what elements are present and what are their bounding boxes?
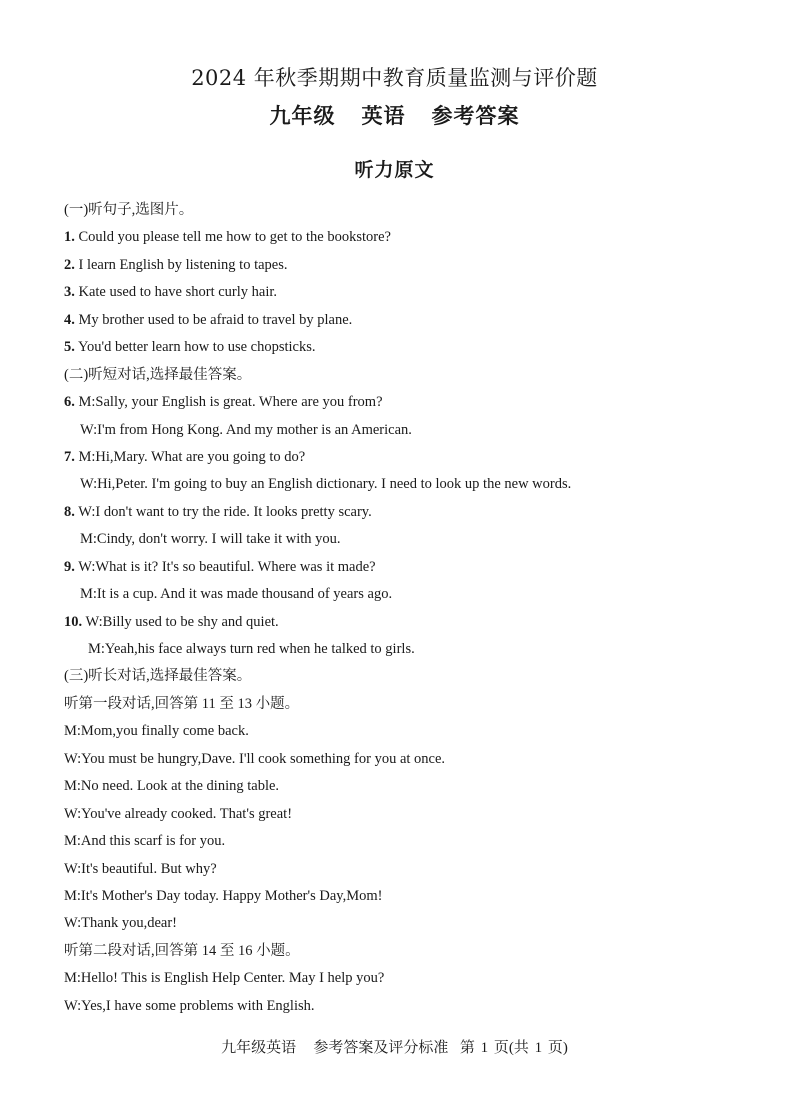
page-footer bbox=[0, 1036, 789, 1057]
transcript-line: M:No need. Look at the dining table. bbox=[64, 778, 280, 795]
subtitle-doc: 参考答案 bbox=[431, 103, 520, 128]
transcript-line: 5. You'd better learn how to use chopsticks. bbox=[64, 339, 316, 356]
transcript-line: M:Yeah,his face always turn red when he talked to girls. bbox=[88, 641, 415, 657]
transcript-line: M:It is a cup. And it was made thousand of years ago. bbox=[80, 586, 393, 603]
transcript-line: W:I'm from Hong Kong. And my mother is an American. bbox=[80, 421, 412, 438]
transcript-line: (三)听长对话,选择最佳答案。 bbox=[64, 668, 252, 685]
transcript-line: M:Mom,you finally come back. bbox=[64, 723, 249, 740]
transcript-line: M:It's Mother's Day today. Happy Mother's Day,Mom! bbox=[64, 887, 383, 904]
transcript-line: 听第一段对话,回答第 11 至 13 小题。 bbox=[64, 695, 300, 712]
transcript-line: W:Yes,I have some problems with English. bbox=[64, 997, 315, 1014]
section-heading: 听力原文 bbox=[354, 159, 435, 181]
transcript-line: W:You must be hungry,Dave. I'll cook something for you at once. bbox=[64, 750, 446, 767]
transcript-line: 1. Could you please tell me how to get to the bookstore? bbox=[64, 229, 391, 246]
transcript-line: W:It's beautiful. But why? bbox=[64, 860, 217, 877]
transcript-line: W:Thank you,dear! bbox=[64, 915, 177, 932]
transcript-line: 听第二段对话,回答第 14 至 16 小题。 bbox=[64, 942, 300, 959]
transcript-line: M:And this scarf is for you. bbox=[64, 833, 226, 850]
subtitle-grade: 九年级 bbox=[269, 103, 336, 128]
footer-subject: 九年级英语 bbox=[221, 1040, 297, 1056]
transcript-lines bbox=[64, 197, 764, 1020]
transcript-line: W:You've already cooked. That's great! bbox=[64, 805, 293, 822]
transcript-line: M:Cindy, don't worry. I will take it with you. bbox=[80, 531, 341, 548]
footer-page-number: 第 1 页(共 1 页) bbox=[459, 1040, 568, 1056]
transcript-line: 10. W:Billy used to be shy and quiet. bbox=[64, 613, 279, 630]
transcript-line: 3. Kate used to have short curly hair. bbox=[64, 284, 278, 301]
transcript-line: 4. My brother used to be afraid to travel by plane. bbox=[64, 311, 353, 328]
transcript-line: (一)听句子,选图片。 bbox=[64, 202, 194, 218]
transcript-line: 6. M:Sally, your English is great. Where are you from? bbox=[64, 394, 383, 411]
page-subtitle bbox=[0, 100, 789, 130]
transcript-line: W:Hi,Peter. I'm going to buy an English dictionary. I need to look up the new words. bbox=[80, 476, 572, 493]
transcript-line: (二)听短对话,选择最佳答案。 bbox=[64, 366, 252, 383]
footer-doc: 参考答案及评分标准 bbox=[313, 1040, 449, 1056]
page-title: 2024 年秋季期期中教育质量监测与评价题 bbox=[191, 66, 598, 90]
transcript-line: 7. M:Hi,Mary. What are you going to do? bbox=[64, 448, 306, 465]
transcript-line: 9. W:What is it? It's so beautiful. Where was it made? bbox=[64, 558, 376, 575]
transcript-line: 8. W:I don't want to try the ride. It looks pretty scary. bbox=[64, 503, 372, 520]
subtitle-subject: 英语 bbox=[361, 103, 406, 128]
transcript-line: M:Hello! This is English Help Center. May I help you? bbox=[64, 970, 385, 987]
transcript-line: 2. I learn English by listening to tapes. bbox=[64, 256, 288, 273]
